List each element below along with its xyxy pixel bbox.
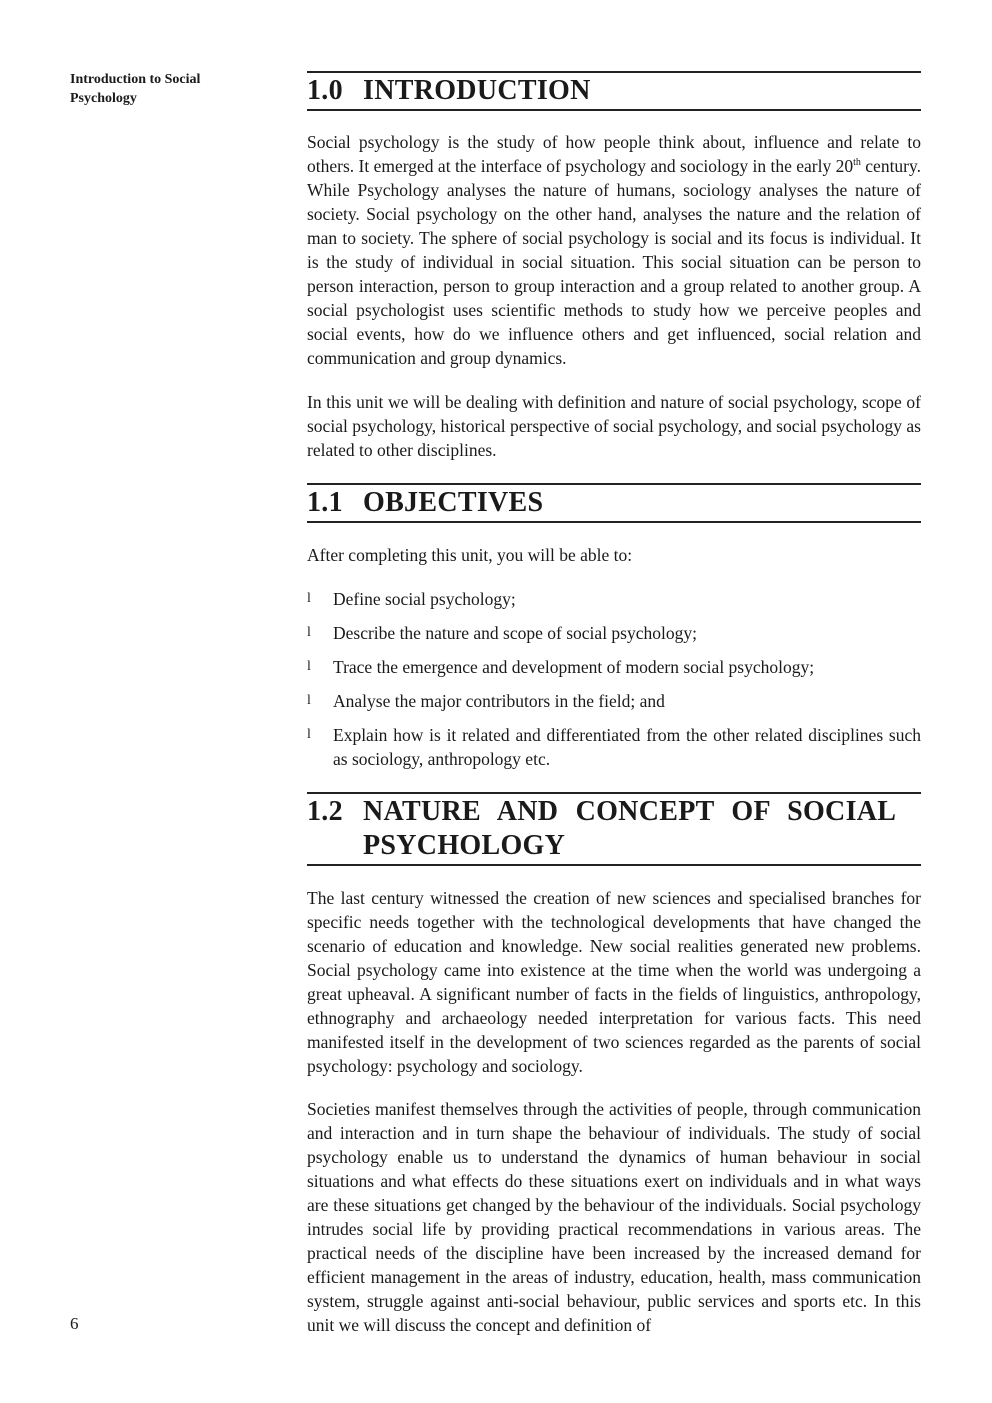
- item-text: Analyse the major contributors in the field; and: [333, 691, 665, 711]
- section-title: NATURE AND CONCEPT OF SOCIAL: [363, 796, 897, 827]
- objectives-list: [307, 587, 921, 781]
- list-item: [307, 723, 921, 771]
- list-item: [307, 587, 921, 611]
- bullet-icon: l: [307, 659, 311, 674]
- item-text: Trace the emergence and development of modern social psychology;: [333, 657, 815, 677]
- nature-paragraph-2: Societies manifest themselves through the activities of people, through communication and interaction and in turn shape the behaviour of individuals. The study of social psychology enable us to understand the dynamics of human behaviour in social situations and what effects do these situations exert on individuals and in what ways are these situations get changed by the behaviour of the individuals. Social psychology intrudes social life by providing practical recommendations in various areas. The practical needs of the discipline have been increased by the increased demand for efficient management in the areas of industry, education, health, mass communication system, struggle against anti-social behaviour, public services and sports etc. In this unit we will discuss the concept and definition of: [307, 1099, 921, 1335]
- section-title: INTRODUCTION: [363, 75, 591, 106]
- list-item: [307, 655, 921, 679]
- page-number: 6: [70, 1314, 79, 1333]
- section-number: 1.0: [307, 75, 343, 106]
- section-heading-objectives: [307, 483, 921, 523]
- item-text: Explain how is it related and differentiated from the other related disciplines such as sociology, anthropology etc.: [333, 725, 921, 769]
- section-heading-introduction: [307, 71, 921, 111]
- section-heading-nature: [307, 792, 921, 866]
- intro-paragraph-2: In this unit we will be dealing with definition and nature of social psychology, scope of social psychology, historical perspective of social psychology, and social psychology as related to other disciplines.: [307, 392, 921, 460]
- item-text: Define social psychology;: [333, 589, 516, 609]
- text: Social psychology is the study of how people think about, influence and relate to others. It emerged at the interface of psychology and sociology in the early 20: [307, 132, 921, 176]
- superscript: th: [853, 157, 861, 169]
- intro-paragraph-1: [307, 130, 921, 370]
- objectives-lead: After completing this unit, you will be able to:: [307, 545, 633, 565]
- section-title: OBJECTIVES: [363, 487, 544, 518]
- bullet-icon: l: [307, 693, 311, 708]
- nature-paragraph-1: The last century witnessed the creation of new sciences and specialised branches for specific needs together with the technological developments that have changed the scenario of education and knowledge. New social realities generated new problems. Social psychology came into existence at the time when the world was undergoing a great upheaval. A significant number of facts in the fields of linguistics, anthropology, ethnography and archaeology needed interpretation for various facts. This need manifested itself in the development of two sciences regarded as the parents of social psychology: psychology and sociology.: [307, 888, 921, 1076]
- section-title-continued: PSYCHOLOGY: [363, 830, 566, 861]
- running-header: Introduction to Social Psychology: [70, 72, 201, 106]
- list-item: [307, 621, 921, 645]
- section-number: 1.2: [307, 796, 343, 827]
- text: century. While Psychology analyses the nature of humans, sociology analyses the nature of society. Social psychology on the other hand, analyses the nature and the relation of man to society. The sphere of social psychology is social and its focus is individual. It is the study of individual in social situation. This social situation can be person to person interaction, person to group interaction and a group related to another group. A social psychologist uses scientific methods to study how we perceive peoples and social events, how do we influence others and get influenced, social relation and communication and group dynamics.: [307, 156, 921, 368]
- section-number: 1.1: [307, 487, 343, 518]
- bullet-icon: l: [307, 727, 311, 742]
- list-item: [307, 689, 921, 713]
- item-text: Describe the nature and scope of social psychology;: [333, 623, 697, 643]
- bullet-icon: l: [307, 625, 311, 640]
- bullet-icon: l: [307, 591, 311, 606]
